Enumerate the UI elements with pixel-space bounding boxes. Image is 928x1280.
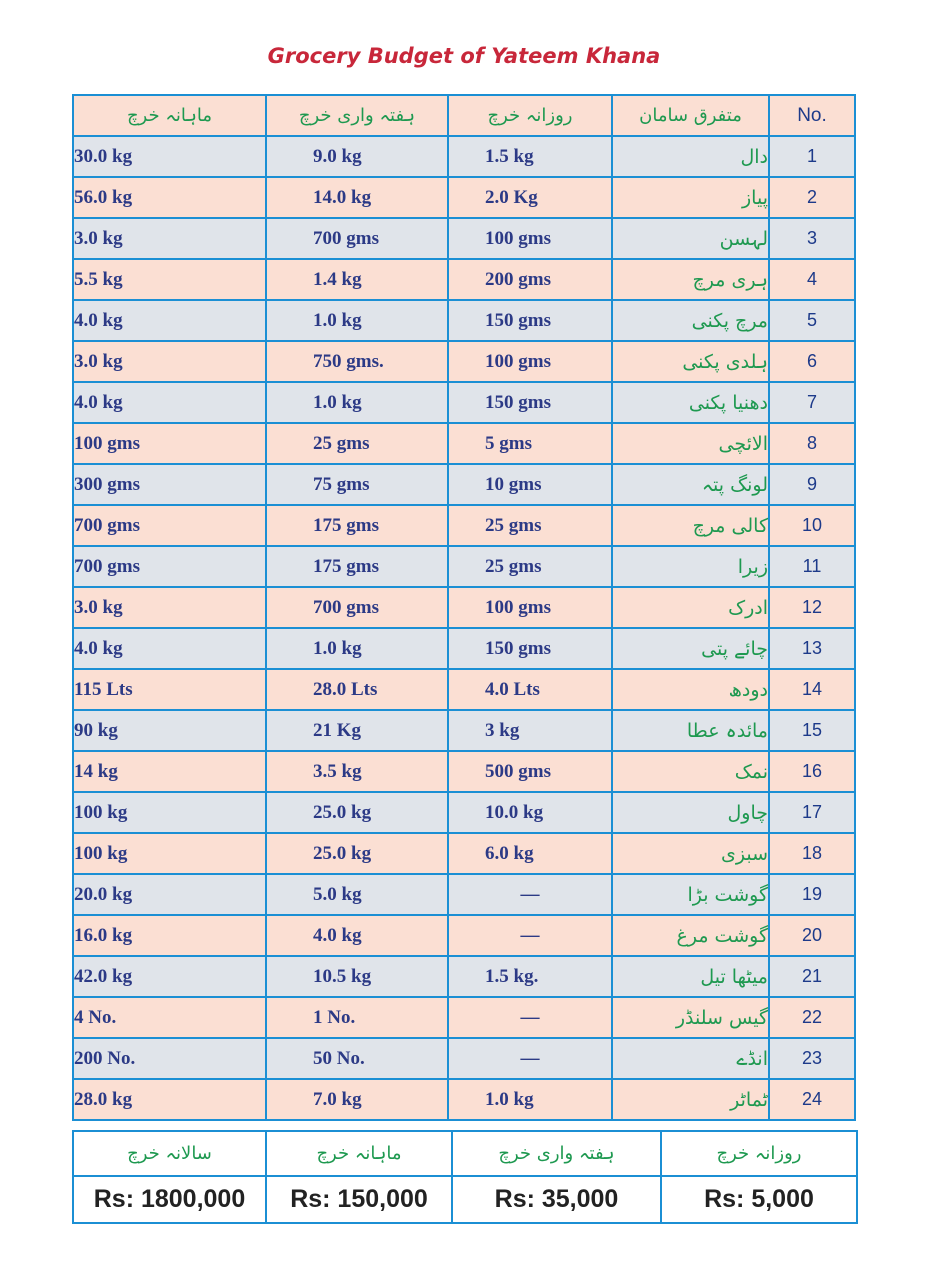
cell-item: گیس سلنڈر [612,997,769,1038]
cell-no: 24 [769,1079,855,1120]
cell-monthly: 90 kg [73,710,266,751]
cell-daily: 25 gms [448,505,612,546]
cell-monthly: 20.0 kg [73,874,266,915]
cell-monthly: 56.0 kg [73,177,266,218]
cell-monthly: 4.0 kg [73,628,266,669]
cell-daily: 6.0 kg [448,833,612,874]
cell-weekly: 1.0 kg [266,382,448,423]
cell-daily: 100 gms [448,587,612,628]
cell-no: 5 [769,300,855,341]
cell-weekly: 10.5 kg [266,956,448,997]
summary-table [72,1130,858,1224]
cell-no: 20 [769,915,855,956]
cell-monthly: 28.0 kg [73,1079,266,1120]
table-row [73,341,855,382]
cell-monthly: 3.0 kg [73,587,266,628]
cell-daily: 2.0 Kg [448,177,612,218]
cell-item: گوشت مرغ [612,915,769,956]
cell-item: دال [612,136,769,177]
cell-no: 21 [769,956,855,997]
cell-no: 18 [769,833,855,874]
cell-daily: — [448,997,612,1038]
cell-weekly: 1.0 kg [266,628,448,669]
cell-monthly: 700 gms [73,505,266,546]
cell-item: زیرا [612,546,769,587]
cell-daily: 100 gms [448,218,612,259]
cell-item: لونگ پتہ [612,464,769,505]
table-row [73,259,855,300]
summary-amount-daily: Rs: 5,000 [661,1176,857,1223]
cell-weekly: 9.0 kg [266,136,448,177]
cell-weekly: 14.0 kg [266,177,448,218]
cell-weekly: 5.0 kg [266,874,448,915]
cell-monthly: 4.0 kg [73,300,266,341]
header-daily: روزانہ خرچ [448,95,612,136]
table-row [73,710,855,751]
cell-no: 3 [769,218,855,259]
cell-item: سبزی [612,833,769,874]
cell-weekly: 28.0 Lts [266,669,448,710]
cell-no: 6 [769,341,855,382]
cell-daily: — [448,1038,612,1079]
cell-item: الائچی [612,423,769,464]
table-row [73,628,855,669]
table-row [73,956,855,997]
cell-monthly: 100 kg [73,833,266,874]
cell-item: انڈے [612,1038,769,1079]
cell-monthly: 16.0 kg [73,915,266,956]
cell-weekly: 1.4 kg [266,259,448,300]
header-no: No. [769,95,855,136]
cell-weekly: 750 gms. [266,341,448,382]
table-row [73,874,855,915]
cell-daily: 10 gms [448,464,612,505]
cell-daily: — [448,874,612,915]
cell-item: چاول [612,792,769,833]
table-header-row [73,95,855,136]
cell-monthly: 300 gms [73,464,266,505]
cell-weekly: 50 No. [266,1038,448,1079]
table-row [73,136,855,177]
summary-label-yearly: سالانہ خرچ [73,1131,266,1176]
cell-monthly: 30.0 kg [73,136,266,177]
table-row [73,833,855,874]
cell-weekly: 700 gms [266,587,448,628]
table-row [73,546,855,587]
cell-item: ہری مرچ [612,259,769,300]
cell-monthly: 100 gms [73,423,266,464]
cell-daily: 1.5 kg [448,136,612,177]
cell-no: 16 [769,751,855,792]
header-monthly: ماہانہ خرچ [73,95,266,136]
cell-daily: 10.0 kg [448,792,612,833]
cell-no: 2 [769,177,855,218]
cell-monthly: 700 gms [73,546,266,587]
cell-daily: 25 gms [448,546,612,587]
cell-item: دودھ [612,669,769,710]
budget-table [72,94,856,1121]
cell-monthly: 3.0 kg [73,341,266,382]
cell-no: 11 [769,546,855,587]
cell-monthly: 42.0 kg [73,956,266,997]
cell-daily: 5 gms [448,423,612,464]
summary-amount-yearly: Rs: 1800,000 [73,1176,266,1223]
table-row [73,464,855,505]
cell-monthly: 200 No. [73,1038,266,1079]
cell-item: ٹماٹر [612,1079,769,1120]
cell-item: ادرک [612,587,769,628]
cell-monthly: 4 No. [73,997,266,1038]
cell-monthly: 14 kg [73,751,266,792]
cell-no: 23 [769,1038,855,1079]
header-weekly: ہفتہ واری خرچ [266,95,448,136]
cell-weekly: 25.0 kg [266,833,448,874]
cell-weekly: 175 gms [266,505,448,546]
cell-item: نمک [612,751,769,792]
cell-weekly: 175 gms [266,546,448,587]
cell-no: 14 [769,669,855,710]
cell-daily: 150 gms [448,382,612,423]
summary-label-weekly: ہفتہ واری خرچ [452,1131,661,1176]
table-row [73,218,855,259]
cell-item: دھنیا پکنی [612,382,769,423]
cell-daily: 100 gms [448,341,612,382]
summary-amount-monthly: Rs: 150,000 [266,1176,452,1223]
cell-item: میٹھا تیل [612,956,769,997]
cell-no: 7 [769,382,855,423]
cell-no: 4 [769,259,855,300]
cell-item: چائے پتی [612,628,769,669]
table-row [73,915,855,956]
table-row [73,997,855,1038]
cell-no: 17 [769,792,855,833]
table-row [73,1079,855,1120]
cell-item: مرچ پکنی [612,300,769,341]
cell-item: پیاز [612,177,769,218]
cell-weekly: 4.0 kg [266,915,448,956]
cell-item: مائدہ عطا [612,710,769,751]
cell-no: 13 [769,628,855,669]
cell-no: 9 [769,464,855,505]
cell-item: کالی مرچ [612,505,769,546]
table-row [73,423,855,464]
cell-weekly: 7.0 kg [266,1079,448,1120]
cell-item: لہسن [612,218,769,259]
cell-no: 8 [769,423,855,464]
table-row [73,505,855,546]
table-row [73,382,855,423]
cell-weekly: 21 Kg [266,710,448,751]
header-item: متفرق سامان [612,95,769,136]
cell-daily: 3 kg [448,710,612,751]
cell-monthly: 5.5 kg [73,259,266,300]
cell-daily: 1.0 kg [448,1079,612,1120]
table-row [73,1038,855,1079]
cell-daily: 150 gms [448,300,612,341]
cell-daily: 500 gms [448,751,612,792]
table-row [73,751,855,792]
cell-weekly: 1 No. [266,997,448,1038]
cell-no: 1 [769,136,855,177]
cell-daily: — [448,915,612,956]
table-row [73,177,855,218]
cell-monthly: 3.0 kg [73,218,266,259]
summary-label-monthly: ماہانہ خرچ [266,1131,452,1176]
table-body [73,136,855,1120]
summary-amount-weekly: Rs: 35,000 [452,1176,661,1223]
cell-weekly: 700 gms [266,218,448,259]
cell-no: 22 [769,997,855,1038]
cell-weekly: 25.0 kg [266,792,448,833]
summary-label-row [73,1131,857,1176]
cell-monthly: 115 Lts [73,669,266,710]
table-row [73,587,855,628]
summary-amount-row [73,1176,857,1223]
cell-daily: 200 gms [448,259,612,300]
cell-no: 10 [769,505,855,546]
cell-daily: 1.5 kg. [448,956,612,997]
cell-daily: 150 gms [448,628,612,669]
cell-daily: 4.0 Lts [448,669,612,710]
cell-monthly: 100 kg [73,792,266,833]
cell-monthly: 4.0 kg [73,382,266,423]
page-title: Grocery Budget of Yateem Khana [267,44,661,68]
cell-item: گوشت بڑا [612,874,769,915]
cell-no: 15 [769,710,855,751]
cell-item: ہلدی پکنی [612,341,769,382]
cell-no: 19 [769,874,855,915]
table-row [73,792,855,833]
cell-weekly: 25 gms [266,423,448,464]
cell-weekly: 75 gms [266,464,448,505]
cell-weekly: 3.5 kg [266,751,448,792]
table-row [73,300,855,341]
summary-label-daily: روزانہ خرچ [661,1131,857,1176]
cell-weekly: 1.0 kg [266,300,448,341]
cell-no: 12 [769,587,855,628]
table-row [73,669,855,710]
